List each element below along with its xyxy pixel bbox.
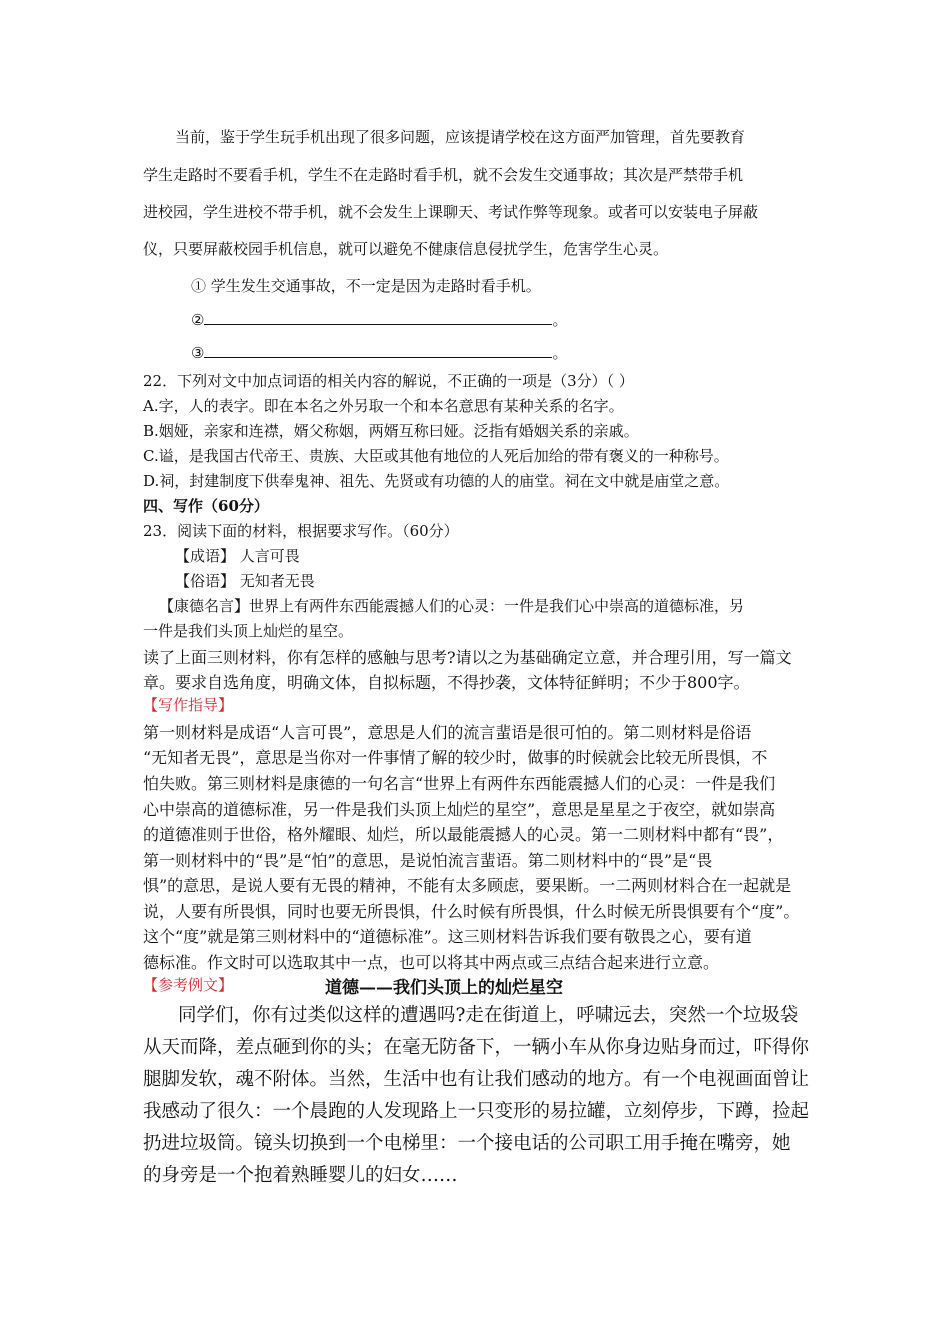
guide-label: 【写作指导】 xyxy=(143,696,234,714)
essay-label: 【参考例文】 xyxy=(143,976,234,994)
material-3-cont: 一件是我们头顶上灿烂的星空。 xyxy=(143,622,354,640)
guide-line: “无知者无畏”，意思是当你对一件事情了解的较少时，做事的时候就会比较无所畏惧，不 xyxy=(143,748,768,767)
q22-option-b: B.姻娅，亲家和连襟，婿父称姻，两婿互称曰娅。泛指有婚姻关系的亲戚。 xyxy=(143,422,639,440)
q23-stem: 23．阅读下面的材料，根据要求写作。（60分） xyxy=(143,522,459,540)
passage-line: 当前，鉴于学生玩手机出现了很多问题，应该提请学校在这方面严加管理，首先要教育 xyxy=(175,128,746,146)
q22-stem: 22．下列对文中加点词语的相关内容的解说，不正确的一项是（3分）（ ） xyxy=(143,372,634,390)
answer-2-number: ② xyxy=(191,311,205,329)
guide-line: 说，人要有所畏惧，同时也要无所畏惧，什么时候有所畏惧，什么时候无所畏惧要有个“度”。 xyxy=(143,902,800,921)
guide-line: 的道德准则于世俗，格外耀眼、灿烂，所以最能震撼人的心灵。第一二则材料中都有“畏”， xyxy=(143,825,784,844)
guide-line: 第一则材料是成语“人言可畏”，意思是人们的流言蜚语是很可怕的。第二则材料是俗语 xyxy=(143,723,752,742)
essay-line: 的身旁是一个抱着熟睡婴儿的妇女…… xyxy=(143,1165,458,1186)
answer-3-number: ③ xyxy=(191,344,205,362)
q22-option-a: A.字，人的表字。即在本名之外另取一个和本名意思有某种关系的名字。 xyxy=(143,397,624,415)
answer-2 xyxy=(191,309,567,330)
passage-line: 仪，只要屏蔽校园手机信息，就可以避免不健康信息侵扰学生，危害学生心灵。 xyxy=(143,240,669,258)
essay-title: 道德——我们头顶上的灿烂星空 xyxy=(325,978,563,998)
essay-line: 从天而降，差点砸到你的头；在毫无防备下，一辆小车从你身边贴身而过，吓得你 xyxy=(143,1037,810,1058)
essay-line: 我感动了很久：一个晨跑的人发现路上一只变形的易拉罐，立刻停步，下蹲，捡起 xyxy=(143,1101,810,1122)
q22-option-c: C.谥，是我国古代帝王、贵族、大臣或其他有地位的人死后加给的带有褒义的一种称号。 xyxy=(143,447,729,465)
answer-3 xyxy=(191,342,567,363)
essay-line: 扔进垃圾筒。镜头切换到一个电梯里：一个接电话的公司职工用手掩在嘴旁，她 xyxy=(143,1133,791,1154)
answer-2-blank[interactable] xyxy=(204,310,552,325)
material-3: 【康德名言】世界上有两件东西能震撼人们的心灵：一件是我们心中崇高的道德标准，另 xyxy=(159,597,745,615)
essay-line: 腿脚发软，魂不附体。当然，生活中也有让我们感动的地方。有一个电视画面曾让 xyxy=(143,1069,810,1090)
passage-line: 学生走路时不要看手机，学生不在走路时看手机，就不会发生交通事故；其次是严禁带手机 xyxy=(143,166,744,184)
material-2: 【俗语】 无知者无畏 xyxy=(175,572,315,590)
section-heading: 四、写作（60分） xyxy=(143,497,269,515)
essay-line: 同学们，你有过类似这样的遭遇吗?走在街道上，呼啸远去，突然一个垃圾袋 xyxy=(178,1005,799,1026)
material-1: 【成语】 人言可畏 xyxy=(175,547,300,565)
answer-3-end: 。 xyxy=(552,344,568,362)
guide-line: 心中崇高的道德标准，另一件是我们头顶上灿烂的星空”，意思是星星之于夜空，就如崇高 xyxy=(143,800,776,819)
guide-line: 怕失败。第三则材料是康德的一句名言“世界上有两件东西能震撼人们的心灵：一件是我们 xyxy=(143,774,776,793)
guide-line: 第一则材料中的“畏”是“怕”的意思，是说怕流言蜚语。第二则材料中的“畏”是“畏 xyxy=(143,851,713,870)
answer-2-end: 。 xyxy=(552,311,568,329)
requirement-line: 章。要求自选角度，明确文体，自拟标题，不得抄袭，文体特征鲜明；不少于800字。 xyxy=(143,673,750,692)
guide-line: 惧”的意思，是说人要有无畏的精神，不能有太多顾虑，要果断。一二两则材料合在一起就是 xyxy=(143,876,792,895)
requirement-line: 读了上面三则材料，你有怎样的感触与思考?请以之为基础确定立意，并合理引用，写一篇文 xyxy=(143,648,792,667)
guide-line: 这个“度”就是第三则材料中的“道德标准”。这三则材料告诉我们要有敬畏之心，要有道 xyxy=(143,927,752,946)
answer-1: ① 学生发生交通事故，不一定是因为走路时看手机。 xyxy=(191,277,541,295)
q22-option-d: D.祠，封建制度下供奉鬼神、祖先、先贤或有功德的人的庙堂。祠在文中就是庙堂之意。 xyxy=(143,472,730,490)
passage-line: 进校园，学生进校不带手机，就不会发生上课聊天、考试作弊等现象。或者可以安装电子屏蔽 xyxy=(143,203,759,221)
guide-line: 德标准。作文时可以选取其中一点，也可以将其中两点或三点结合起来进行立意。 xyxy=(143,953,720,972)
answer-3-blank[interactable] xyxy=(204,343,552,358)
